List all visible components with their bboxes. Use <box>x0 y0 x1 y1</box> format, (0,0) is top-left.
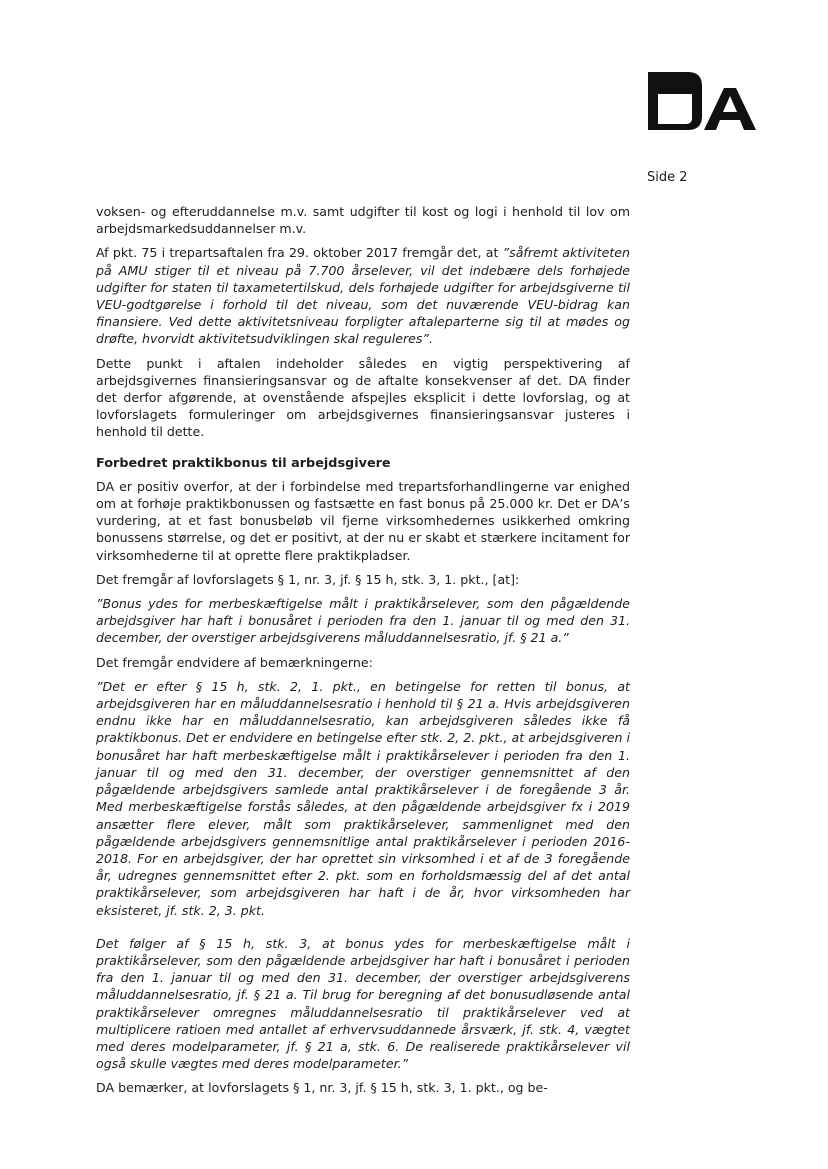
paragraph: Dette punkt i aftalen indeholder således en vigtig perspektivering af arbejdsgivernes finansieringsansvar og de aftalte konsekvenser af det. DA finder det derfor afgørende, at ovenstående afspejles eksplicit i dette lovforslag, og at lovforslagets formuleringer om arbejdsgivernes finansieringsansvar justeres i henhold til dette. <box>96 355 630 440</box>
da-logo <box>648 72 756 130</box>
block-quote: ”Det er efter § 15 h, stk. 2, 1. pkt., en betingelse for retten til bonus, at arbejdsgiveren har en måluddannelsesratio i henhold til § 21 a. Hvis arbejdsgiveren endnu ikke har en måluddannelsesratio, kan arbejdsgiveren således ikke få praktikbonus. Det er endvidere en betingelse efter stk. 2, 2. pkt., at arbejdsgiveren i bonusåret har haft merbeskæftigelse målt i praktikårselever i perioden fra den 1. januar til og med den 31. december, der overstiger gennemsnittet af den pågældende arbejdsgivers samlede antal praktikårselever i de foregående 3 år. Med merbeskæftigelse forstås således, at den pågældende arbejdsgiver fx i 2019 ansætter flere elever, målt som praktikårselever, sammenlignet med den pågældende arbejdsgivers gennemsnitlige antal praktikårselever i perioden 2016-2018. For en arbejdsgiver, der har oprettet sin virksomhed i et af de 3 foregående år, udregnes gennemsnittet efter 2. pkt. som en forholdsmæssig del af det antal praktikårselever, som arbejdsgiveren har haft i de år, hvor virksomheden har eksisteret, jf. stk. 2, 3. pkt. <box>96 678 630 918</box>
inline-quote: ”såfremt aktiviteten på AMU stiger til et niveau på 7.700 årselever, vil det indebære dels forhøjede udgifter for staten til taxametertilskud, dels forhøjede udgifter for arbejdsgiverne til VEU-godtgørelse i forhold til det niveau, som det nuværende VEU-bidrag kan finansiere. Ved dette aktivitetsniveau forpligter aftaleparterne sig til at mødes og drøfte, hvorvidt aktivitetsudviklingen skal reguleres”. <box>96 245 630 347</box>
paragraph-lead: Af pkt. 75 i trepartsaftalen fra 29. oktober 2017 fremgår det, at <box>96 245 503 261</box>
block-quote: ”Bonus ydes for merbeskæftigelse målt i praktikårselever, som den pågældende arbejdsgiver har haft i bonusåret i perioden fra den 1. januar til og med den 31. december, der overstiger arbejdsgiverens måluddannelsesratio, jf. § 21 a.” <box>96 596 630 646</box>
document-body <box>96 203 630 1104</box>
block-quote: Det følger af § 15 h, stk. 3, at bonus ydes for merbeskæftigelse målt i praktikårselever, som den pågældende arbejdsgiver har haft i bonusåret i perioden fra den 1. januar til og med den 31. december, der overstiger arbejdsgiverens måluddannelsesratio, jf. § 21 a. Til brug for beregning af det bonusudløsende antal praktikårselever omregnes måluddannelsesratio til praktikårselever ved at multiplicere ratioen med antallet af erhvervsuddannede årsværk, jf. stk. 4, vægtet med deres modelparameter, jf. § 21 a, stk. 6. De realiserede praktikårselever vil også skulle vægtes med deres modelparameter.” <box>96 935 630 1072</box>
paragraph: Det fremgår af lovforslagets § 1, nr. 3, jf. § 15 h, stk. 3, 1. pkt., [at]: <box>96 571 520 587</box>
paragraph: DA bemærker, at lovforslagets § 1, nr. 3, jf. § 15 h, stk. 3, 1. pkt., og be- <box>96 1080 548 1096</box>
logo-a-shape <box>704 88 756 130</box>
logo-d-shape <box>648 72 702 130</box>
paragraph: voksen- og efteruddannelse m.v. samt udgifter til kost og logi i henhold til lov om arbejdsmarkedsuddannelser m.v. <box>96 204 630 237</box>
paragraph-with-quote <box>96 244 630 347</box>
paragraph: Det fremgår endvidere af bemærkningerne: <box>96 654 373 670</box>
section-heading: Forbedret praktikbonus til arbejdsgivere <box>96 455 391 471</box>
paragraph: DA er positiv overfor, at der i forbindelse med trepartsforhandlingerne var enighed om at forhøje praktikbonussen og fastsætte en fast bonus på 25.000 kr. Det er DA’s vurdering, at et fast bonusbeløb vil fjerne virksomhedernes usikkerhed omkring bonussens størrelse, og det er positivt, at der nu er skabt et stærkere incitament for virksomhederne til at oprette flere praktikpladser. <box>96 478 630 563</box>
page-number: Side 2 <box>647 170 688 185</box>
